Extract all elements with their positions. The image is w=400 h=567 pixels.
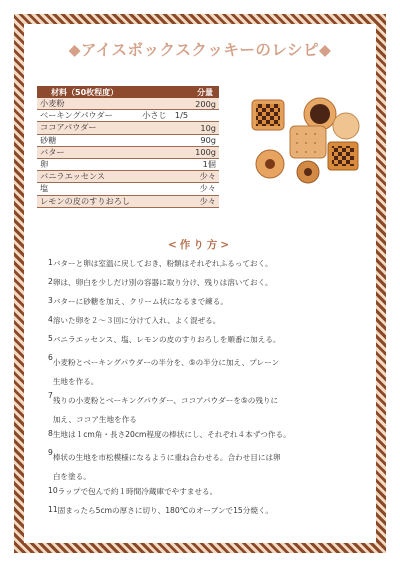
round-cookie-icon — [304, 98, 336, 130]
ingredients-table — [37, 86, 219, 208]
step-text-line1: 小麦粉とベーキングパウダーの半分を、⑤の半分に加え、プレーン — [52, 358, 280, 367]
biscuit-icon — [290, 126, 326, 158]
step-text: 固まったら5cmの厚さに切り、180℃のオーブンで15分焼く。 — [57, 506, 273, 515]
checker-cookie-icon — [252, 100, 284, 130]
table-row — [37, 134, 219, 146]
ingredient-name: ベーキングパウダー — [37, 110, 137, 122]
page-title — [0, 38, 400, 60]
list-item — [48, 353, 358, 391]
table-row — [37, 122, 219, 134]
ingredient-note — [137, 134, 191, 146]
ingredient-qty: 100g — [191, 146, 219, 158]
step-text-line2: 白を塗る。 — [52, 472, 91, 481]
ingredients-header-qty: 分量 — [191, 86, 219, 98]
ingredient-name: レモンの皮のすりおろし — [37, 195, 137, 207]
ingredient-qty: 1個 — [191, 158, 219, 170]
flower-cookie-icon — [256, 150, 284, 178]
step-number: 11 — [48, 505, 58, 514]
ingredient-qty: 90g — [191, 134, 219, 146]
step-number: 9 — [48, 448, 53, 457]
step-text: ラップで包んで約１時間冷蔵庫でやすませる。 — [57, 487, 218, 496]
ingredient-qty: 200g — [191, 98, 219, 110]
step-number: 6 — [48, 353, 53, 362]
ingredient-name: ココアパウダー — [37, 122, 137, 134]
step-number: 7 — [48, 391, 53, 400]
ingredient-note — [137, 158, 191, 170]
ingredient-qty — [191, 110, 219, 122]
ingredient-name: 砂糖 — [37, 134, 137, 146]
list-item — [48, 258, 358, 277]
small-cookie-icon — [297, 161, 319, 183]
list-item — [48, 505, 358, 524]
ingredient-name: バター — [37, 146, 137, 158]
checker-cookie-icon — [328, 142, 358, 170]
step-number: 4 — [48, 315, 53, 324]
list-item — [48, 391, 358, 429]
ingredient-note — [137, 171, 191, 183]
step-text — [53, 353, 279, 391]
step-number: 1 — [48, 258, 53, 267]
step-text-line2: 加え、ココア生地を作る — [52, 415, 137, 424]
ingredients-header-row — [37, 86, 219, 98]
step-text — [53, 448, 281, 486]
table-row — [37, 110, 219, 122]
table-row — [37, 183, 219, 195]
list-item — [48, 448, 358, 486]
step-text — [53, 391, 278, 429]
list-item — [48, 334, 358, 353]
table-row — [37, 195, 219, 207]
step-text-line1: 残りの小麦粉とベーキングパウダー、ココアパウダーを⑤の残りに — [52, 396, 279, 405]
ingredient-qty: 10g — [191, 122, 219, 134]
table-row — [37, 98, 219, 110]
list-item — [48, 315, 358, 334]
sugar-cookie-icon — [333, 113, 359, 139]
table-row — [37, 158, 219, 170]
step-number: 3 — [48, 296, 53, 305]
method-steps — [48, 258, 358, 524]
step-number: 5 — [48, 334, 53, 343]
step-number: 8 — [48, 429, 53, 438]
ingredient-qty: 少々 — [191, 183, 219, 195]
ingredient-name: 卵 — [37, 158, 137, 170]
step-text: 生地は１cm角・長さ20cm程度の棒状にし、それぞれ４本ずつ作る。 — [52, 430, 291, 439]
method-heading: <作り方> — [167, 239, 233, 251]
ingredient-note: 小さじ 1/5 — [137, 110, 191, 122]
ingredient-note — [137, 122, 191, 134]
ingredients-header-name: 材料（50枚程度） — [37, 86, 191, 98]
step-number: 10 — [48, 486, 58, 495]
step-text: バターと卵は室温に戻しておき、粉類はそれぞれふるっておく。 — [52, 259, 273, 268]
list-item — [48, 296, 358, 315]
step-text-line2: 生地を作る。 — [52, 377, 99, 386]
diamond-icon: ◆ — [68, 41, 82, 59]
table-row — [37, 146, 219, 158]
diamond-icon: ◆ — [318, 41, 332, 59]
title-text: アイスボックスクッキーのレシピ — [81, 41, 319, 59]
list-item — [48, 429, 358, 448]
step-text: バニラエッセンス、塩、レモンの皮のすりおろしを順番に加える。 — [52, 335, 281, 344]
ingredient-name: 小麦粉 — [37, 98, 137, 110]
ingredient-note — [137, 195, 191, 207]
list-item — [48, 486, 358, 505]
step-text: 卵は、卵白を少しだけ別の容器に取り分け、残りは溶いておく。 — [52, 278, 273, 287]
ingredient-note — [137, 98, 191, 110]
ingredient-qty: 少々 — [191, 171, 219, 183]
ingredient-note — [137, 146, 191, 158]
step-text: バターに砂糖を加え、クリーム状になるまで練る。 — [52, 297, 228, 306]
ingredient-note — [137, 183, 191, 195]
ingredient-name: 塩 — [37, 183, 137, 195]
cookies-illustration — [250, 96, 362, 186]
step-text-line1: 棒状の生地を市松模様になるように重ね合わせる。合わせ目には卵 — [52, 453, 281, 462]
ingredient-name: バニラエッセンス — [37, 171, 137, 183]
table-row — [37, 171, 219, 183]
step-number: 2 — [48, 277, 53, 286]
ingredient-qty: 少々 — [191, 195, 219, 207]
step-text: 溶いた卵を２〜３回に分けて入れ、よく混ぜる。 — [52, 316, 221, 325]
list-item — [48, 277, 358, 296]
